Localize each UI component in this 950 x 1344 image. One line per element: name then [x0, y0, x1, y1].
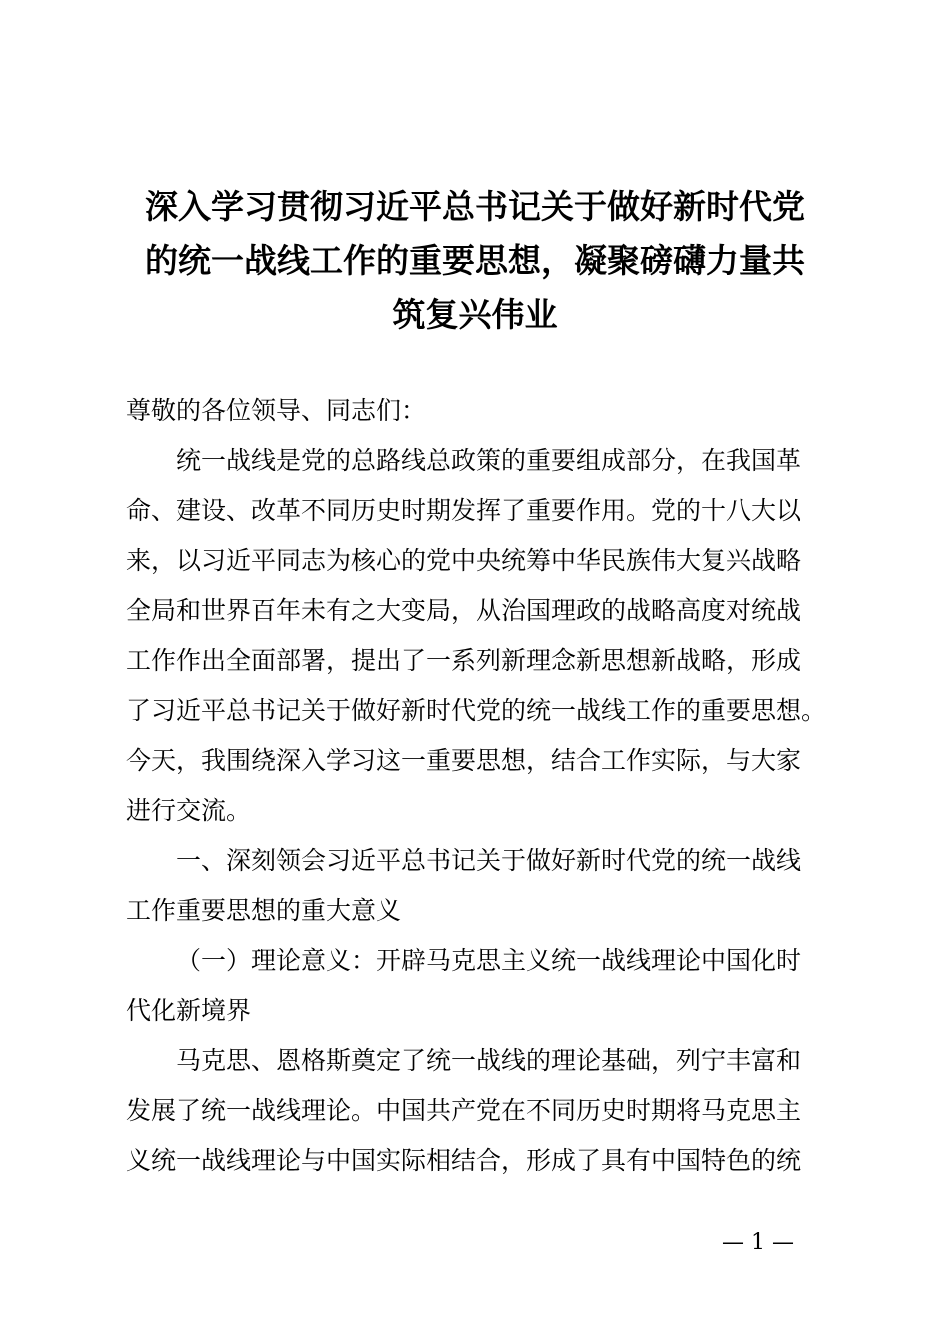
paragraph-line: 今天，我围绕深入学习这一重要思想，结合工作实际，与大家 — [126, 746, 802, 775]
title-line: 的统一战线工作的重要思想，凝聚磅礴力量共 — [145, 241, 805, 280]
section-heading-line: 工作重要思想的重大意义 — [126, 896, 402, 925]
paragraph-line: 统一战线是党的总路线总政策的重要组成部分，在我国革 — [176, 446, 802, 475]
subsection-heading-line: （一）理论意义：开辟马克思主义统一战线理论中国化时 — [176, 946, 802, 975]
paragraph-line: 工作作出全面部署，提出了一系列新理念新思想新战略，形成 — [126, 646, 802, 675]
paragraph-line: 命、建设、改革不同历史时期发挥了重要作用。党的十八大以 — [126, 496, 802, 525]
salutation: 尊敬的各位领导、同志们： — [126, 396, 427, 425]
paragraph-line: 来，以习近平同志为核心的党中央统筹中华民族伟大复兴战略 — [126, 546, 802, 575]
paragraph-line: 了习近平总书记关于做好新时代党的统一战线工作的重要思想。 — [126, 696, 827, 725]
title-line: 深入学习贯彻习近平总书记关于做好新时代党 — [145, 187, 805, 226]
document-body — [126, 386, 838, 1186]
paragraph-line: 马克思、恩格斯奠定了统一战线的理论基础，列宁丰富和 — [176, 1046, 802, 1075]
title-line: 筑复兴伟业 — [392, 295, 558, 334]
subsection-heading-line: 代化新境界 — [126, 996, 252, 1025]
document-title — [118, 180, 832, 342]
section-heading-line: 一、深刻领会习近平总书记关于做好新时代党的统一战线 — [176, 846, 802, 875]
page-number: — 1 — — [722, 1230, 794, 1255]
paragraph-line: 进行交流。 — [126, 796, 252, 825]
paragraph-line: 义统一战线理论与中国实际相结合，形成了具有中国特色的统 — [126, 1146, 802, 1175]
paragraph-line: 发展了统一战线理论。中国共产党在不同历史时期将马克思主 — [126, 1096, 802, 1125]
paragraph-line: 全局和世界百年未有之大变局，从治国理政的战略高度对统战 — [126, 596, 802, 625]
